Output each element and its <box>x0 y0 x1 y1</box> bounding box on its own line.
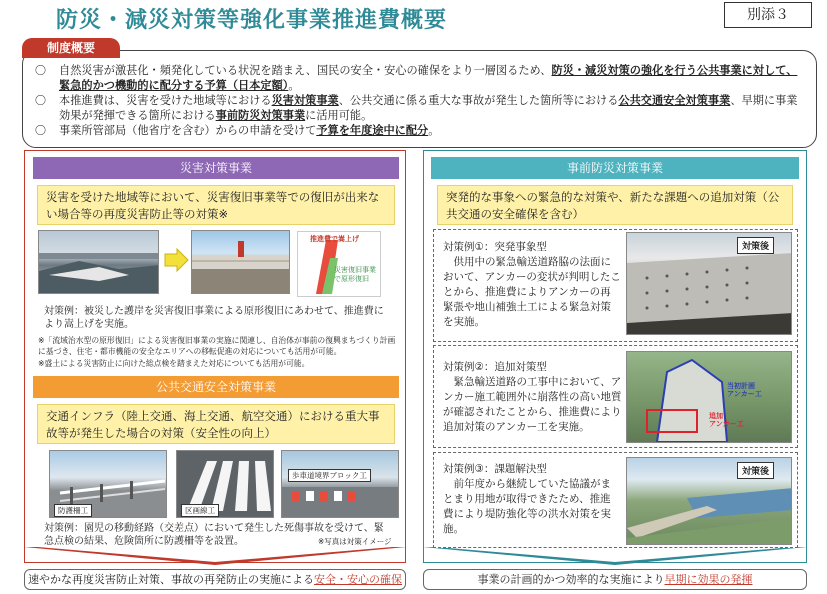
overview-highlight: 予算を年度途中に配分 <box>316 124 429 137</box>
case-1-title: 対策例①：突発事象型 <box>443 241 547 253</box>
overview-text: 自然災害が激甚化・頻発化している状況を踏まえ、国民の安全・安心の確保をより一層図るため、 <box>59 64 552 77</box>
guardrail-photo <box>49 450 167 518</box>
case-2-text <box>443 360 623 435</box>
damaged-seawall-photo <box>38 230 159 294</box>
annex-badge: 別添３ <box>724 2 812 28</box>
disaster-note-2: ※盛土による災害防止に向けた総点検を踏まえた対応についても活用が可能。 <box>38 359 310 368</box>
bullet-icon: 〇 <box>35 124 46 137</box>
overview-text: 本推進費は、災害を受けた地域等における <box>59 94 272 107</box>
guardrail-label: 防護柵工 <box>54 504 92 517</box>
overview-box <box>22 50 817 148</box>
left-summary-text: 速やかな再度災害防止対策、事故の再発防止の実施による <box>28 573 314 586</box>
transport-example: 対策例：園児の移動経路（交差点）において発生した死傷事故を受けて、緊急点検の結果、危険箇所に防護柵等を設置。 <box>44 523 384 547</box>
additional-anchor-image <box>627 352 792 443</box>
right-summary-text: 事業の計画的かつ効率的な実施により <box>477 573 665 586</box>
overview-tab: 制度概要 <box>22 38 120 58</box>
diagram-label-bottom: 災害復旧事業で原形復旧 <box>334 266 376 283</box>
arrow-right-icon <box>163 248 189 272</box>
overview-item-1 <box>35 63 806 93</box>
right-summary <box>423 569 807 590</box>
overview-text: 、公共交通に係る重大な事故が発生した箇所等における <box>338 94 619 107</box>
case-1-photo <box>626 232 792 335</box>
right-summary-highlight: 早期に効果の発揮 <box>664 573 753 586</box>
after-tag-3: 対策後 <box>737 462 774 479</box>
overview-highlight: 事前防災対策事業 <box>215 109 306 122</box>
case-2-label-1: 当初計画 アンカー工 <box>727 382 762 398</box>
case-3-text <box>443 462 621 537</box>
case-2-body: 緊急輸送道路の工事中において、アンカー施工範囲外に崩落性の高い地質が確認されたことから、推進費により追加対策のアンカー工を実施。 <box>443 376 622 433</box>
left-summary <box>24 569 406 590</box>
transport-header: 公共交通安全対策事業 <box>33 376 399 398</box>
case-3-title: 対策例③：課題解決型 <box>443 463 547 475</box>
overview-highlight: 災害対策事業 <box>271 94 339 107</box>
case-2-title: 対策例②：追加対策型 <box>443 361 547 373</box>
overview-highlight: 公共交通安全対策事業 <box>618 94 731 107</box>
case-2-label-2: 追加 アンカー工 <box>709 412 744 428</box>
overview-text: 事業所管部局（他省庁を含む）からの申請を受けて <box>59 124 317 137</box>
overview-text: 。 <box>288 79 300 92</box>
bullet-icon: 〇 <box>35 94 46 107</box>
disaster-header: 災害対策事業 <box>33 157 399 179</box>
repaired-seawall-image <box>192 231 290 294</box>
overview-item-3 <box>35 123 806 138</box>
disaster-example: 対策例：被災した護岸を災害復旧事業による原形復旧にあわせて、推進費により嵩上げを実施。 <box>44 306 384 330</box>
overview-text: 。 <box>428 124 440 137</box>
prevention-description: 突発的な事象への緊急的な対策や、新たな課題への追加対策（公共交通の安全確保を含む） <box>437 185 793 225</box>
case-1-text <box>443 240 621 330</box>
crosswalk-label: 区画線工 <box>181 504 219 517</box>
overview-highlight: 防災・減災対策の強化を行う公共事業に対して、緊急的かつ機動的に配分する予算（日本定額） <box>59 64 798 92</box>
case-1-body: 供用中の緊急輸送道路脇の法面において、アンカーの変状が判明したことから、推進費によりアンカーの再緊張や地山補強土工による緊急対策を実施。 <box>443 256 621 328</box>
photo-note: ※写真は対策イメージ <box>318 537 392 546</box>
diagram-label-top: 推進費で嵩上げ <box>310 235 359 243</box>
curb-block-image <box>282 451 399 518</box>
disaster-description: 災害を受けた地域等において、災害復旧事業等での復旧が出来ない場合等の再度災害防止等の対策※ <box>37 185 395 225</box>
damaged-seawall-image <box>39 231 159 294</box>
crosswalk-photo <box>176 450 274 518</box>
overview-text: 、早期に事業効果が発揮できる箇所における <box>59 94 798 122</box>
bullet-icon: 〇 <box>35 64 46 77</box>
case-3-body: 前年度から継続していた協議がまとまり用地が取得できたため、推進費により堤防強化等の洪水対策を実施。 <box>443 478 611 535</box>
curb-block-photo <box>281 450 399 518</box>
overview-item-2 <box>35 93 806 123</box>
raising-diagram <box>297 231 381 297</box>
left-summary-highlight: 安全・安心の確保 <box>314 573 402 586</box>
after-tag-1: 対策後 <box>737 237 774 254</box>
case-2-photo <box>626 351 792 443</box>
case-3-photo <box>626 457 792 545</box>
page-title: 防災・減災対策等強化事業推進費概要 <box>56 8 448 33</box>
transport-description: 交通インフラ（陸上交通、海上交通、航空交通）における重大事故等が発生した場合の対策（安全性の向上） <box>37 404 395 444</box>
overview-text: に活用可能。 <box>305 109 373 122</box>
disaster-note-1: ※「流域治水型の原形復旧」による災害復旧事業の実施に関連し、自治体が事前の復興まちづくり計画に基づき、住宅・都市機能の安全なエリアへの移転促進の対応についても活用が可能。 <box>38 336 396 356</box>
prevention-header: 事前防災対策事業 <box>431 157 799 179</box>
repaired-seawall-photo <box>191 230 290 294</box>
curb-block-label: 歩車道境界ブロック工 <box>288 469 371 482</box>
